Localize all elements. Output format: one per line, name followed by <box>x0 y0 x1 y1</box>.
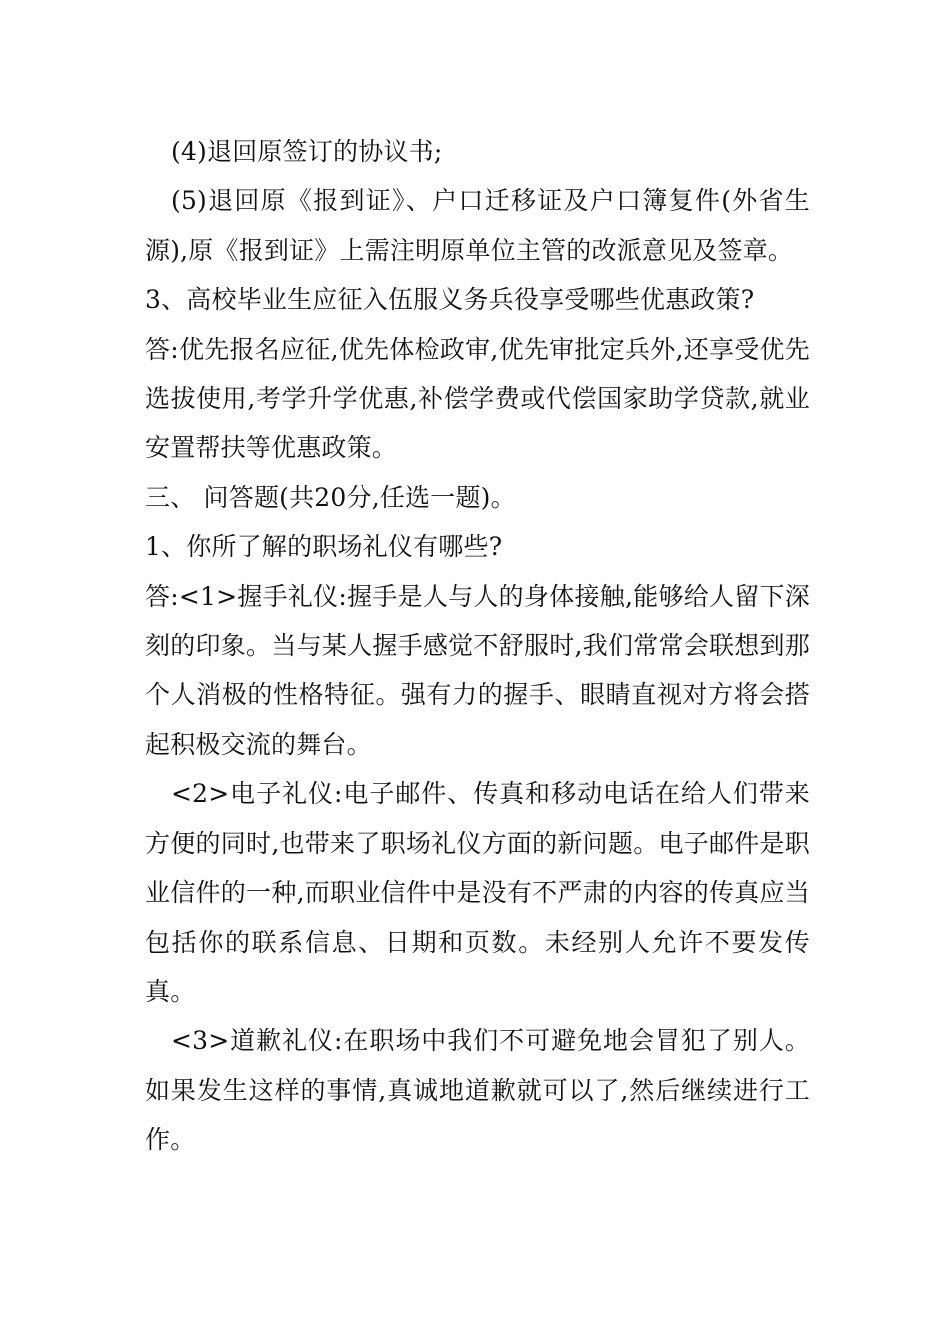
paragraph-item-4: (4)退回原签订的协议书; <box>171 137 443 166</box>
answer-1-electronic: <2>电子礼仪:电子邮件、传真和移动电话在给人们带来方便的同时,也带来了职场礼仪方面的新问题。电子邮件是职业信件的一种,而职业信件中是没有不严肃的内容的传真应当包括你的联系信息、日期和页数。未经别人允许不要发传真。 <box>145 779 810 1006</box>
answer-1-apology: <3>道歉礼仪:在职场中我们不可避免地会冒犯了别人。如果发生这样的事情,真诚地道歉就可以了,然后继续进行工作。 <box>145 1026 810 1155</box>
answer-1-handshake: 答:<1>握手礼仪:握手是人与人的身体接触,能够给人留下深刻的印象。当与某人握手感觉不舒服时,我们常常会联想到那个人消极的性格特征。强有力的握手、眼睛直视对方将会搭起积极交流的舞台。 <box>145 581 810 759</box>
document-body <box>145 127 810 1165</box>
question-3: 3、高校毕业生应征入伍服义务兵役享受哪些优惠政策? <box>145 285 755 315</box>
answer-3: 答:优先报名应征,优先体检政审,优先审批定兵外,还享受优先选拔使用,考学升学优惠,补偿学费或代偿国家助学贷款,就业安置帮扶等优惠政策。 <box>145 334 810 463</box>
paragraph-item-5: (5)退回原《报到证》、户口迁移证及户口簿复件(外省生源),原《报到证》上需注明原单位主管的改派意见及签章。 <box>145 186 810 265</box>
section-heading-3: 三、 问答题(共20分,任选一题)。 <box>145 482 516 512</box>
question-1: 1、你所了解的职场礼仪有哪些? <box>145 532 503 562</box>
